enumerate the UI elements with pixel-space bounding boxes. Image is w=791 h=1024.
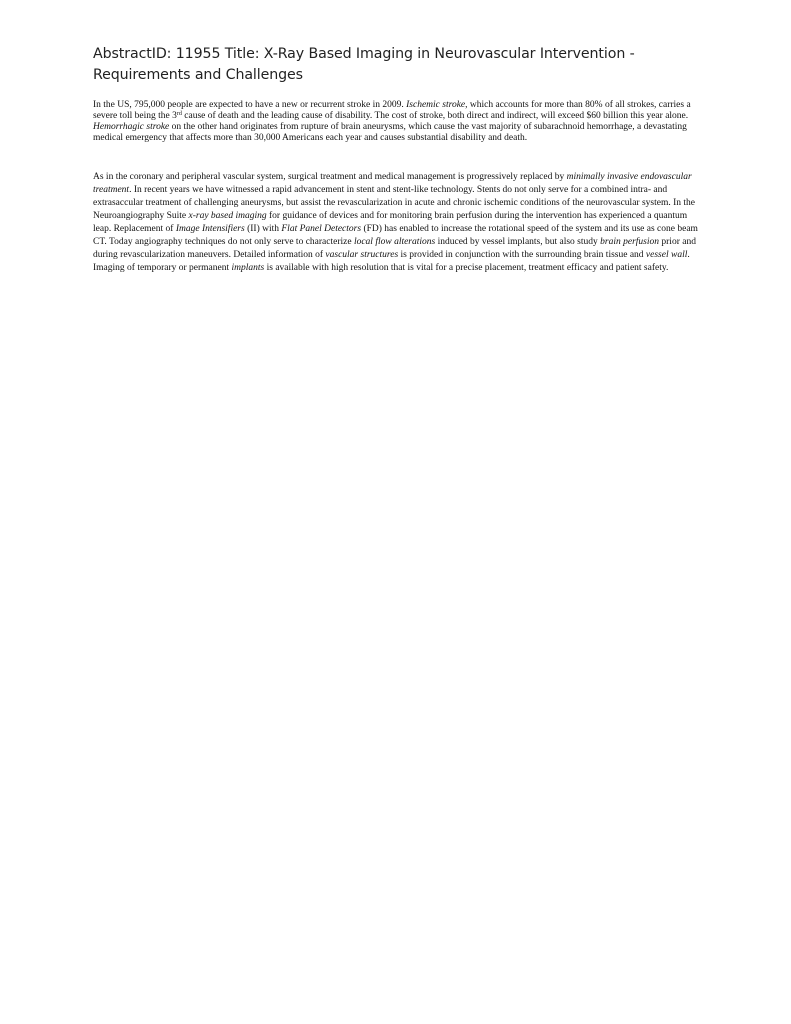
p2-italic-minimally-invasive: minimally invasive endovascular treatment — [93, 172, 692, 195]
p2-italic-local-flow: local flow alterations — [353, 236, 436, 247]
p1-text-3: cause of death and the leading cause of disability. The cost of stroke, both direct and indirect, will exceed $60 billion this year alone. — [181, 110, 689, 121]
p2-text-1: As in the coronary and peripheral vascular system, surgical treatment and medical management is progressively replaced by — [93, 172, 567, 182]
p2-italic-flat-panel-detectors: Flat Panel Detectors — [281, 223, 362, 234]
p2-text-2: . In recent years we have witnessed a rapid advancement in stent and stent-like technology. Stents do not only serve for a combined intra- and extrasaccular treatment of challenging aneurysms, but assist the revascularization in acute and chronic ischemic conditions of the neurovascular system. In the Neuroangiography Suite — [93, 184, 695, 221]
p1-text-4: on the other hand originates from rupture of brain aneurysms, which cause the vast majority of subarachnoid hemorrhage, a devastating medical emergency that affects more than 30,000 Americans each year and causes substantial disability and death. — [93, 121, 687, 143]
p2-italic-xray-imaging: x-ray based imaging — [188, 210, 267, 221]
p2-italic-vascular-structures: vascular structures — [325, 249, 399, 260]
p2-text-3: for guidance of devices and for monitoring brain perfusion during the intervention has experienced a quantum leap. Replacement of — [93, 210, 688, 234]
p2-text-4: (II) with — [244, 223, 282, 234]
p2-text-9: . Imaging of temporary or permanent — [93, 249, 690, 273]
abstract-title: AbstractID: 11955 Title: X-Ray Based Imaging in Neurovascular Intervention - Requirements and Challenges — [93, 46, 635, 83]
p2-text-10: is available with high resolution that is vital for a precise placement, treatment efficacy and patient safety. — [264, 262, 669, 273]
p2-italic-vessel-wall: vessel wall — [645, 249, 688, 260]
p1-text-2: , which accounts for more than 80% of all strokes, carries a severe toll being the 3 — [93, 100, 691, 121]
p2-text-6: induced by vessel implants, but also study — [435, 236, 601, 247]
paragraph-stroke-statistics — [93, 100, 701, 144]
p2-italic-brain-perfusion: brain perfusion — [600, 236, 660, 247]
p1-superscript-rd: rd — [176, 110, 182, 117]
p1-italic-ischemic-stroke: Ischemic stroke — [406, 100, 466, 110]
p2-italic-implants: implants — [231, 262, 265, 273]
p1-text-1: In the US, 795,000 people are expected to have a new or recurrent stroke in 2009. — [93, 100, 407, 110]
p1-italic-hemorrhagic-stroke: Hemorrhagic stroke — [93, 121, 170, 132]
p2-text-7: prior and during revascularization maneuvers. Detailed information of — [93, 236, 696, 260]
p2-text-5: (FD) has enabled to increase the rotational speed of the system and its use as cone beam CT. Today angiography techniques do not only serve to characterize — [93, 223, 698, 247]
p2-text-8: is provided in conjunction with the surrounding brain tissue and — [398, 249, 646, 260]
p2-italic-image-intensifiers: Image Intensifiers — [175, 223, 245, 234]
paragraph-endovascular-imaging — [93, 171, 701, 275]
